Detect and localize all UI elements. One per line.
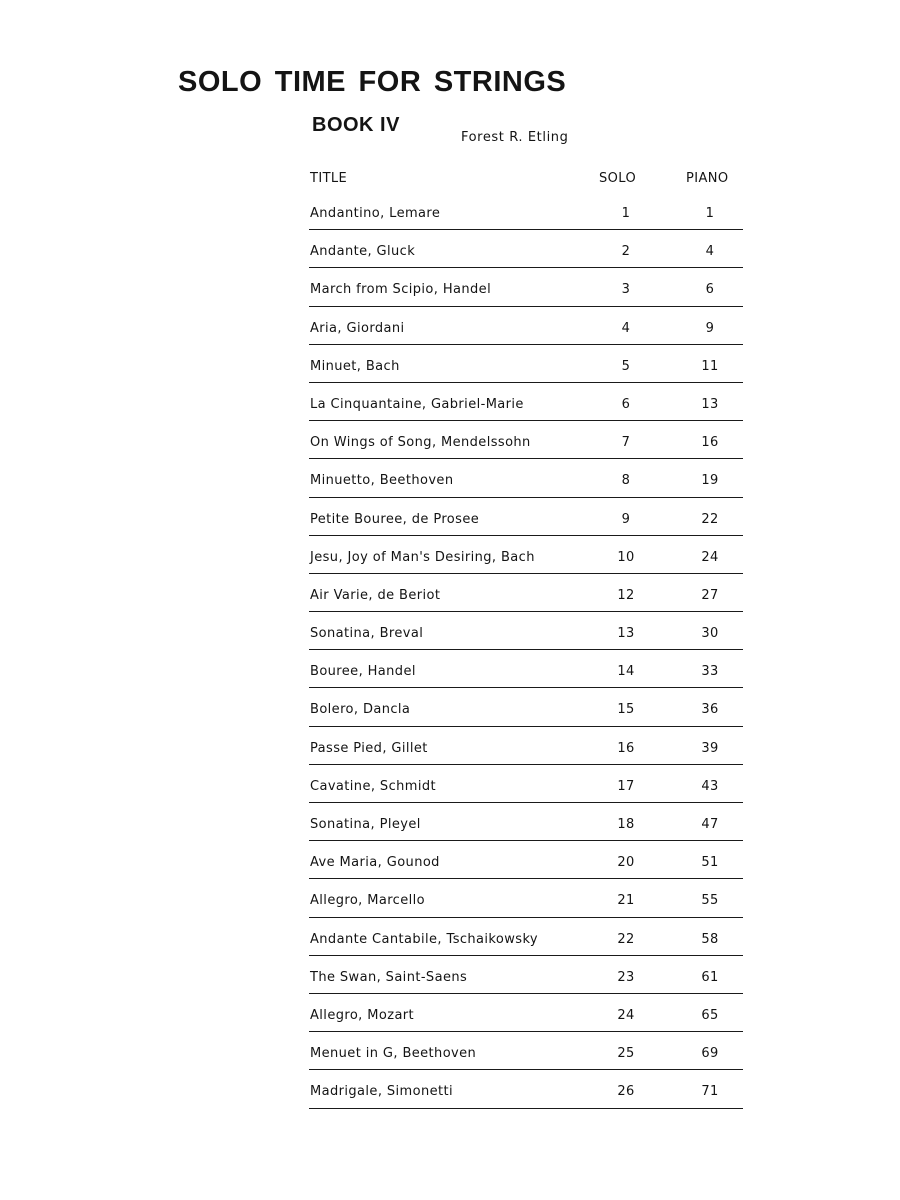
table-header <box>309 168 743 198</box>
table-row <box>309 510 743 548</box>
row-piano-page: 22 <box>701 511 719 527</box>
row-piano-page: 13 <box>701 396 719 412</box>
row-solo-page: 3 <box>621 282 631 298</box>
row-solo-page: 6 <box>621 396 631 412</box>
row-solo-page: 2 <box>621 244 631 260</box>
table-row <box>309 1044 743 1082</box>
row-solo-page: 14 <box>617 664 635 680</box>
row-piano-page: 19 <box>701 473 719 489</box>
row-title: Allegro, Marcello <box>310 893 426 909</box>
row-piano-page: 30 <box>701 626 719 642</box>
row-piano-page: 6 <box>705 282 715 298</box>
row-piano-page: 27 <box>701 587 719 603</box>
table-row <box>309 433 743 471</box>
row-solo-page: 15 <box>617 702 635 718</box>
row-solo-page: 21 <box>617 893 635 909</box>
row-title: Andante, Gluck <box>310 244 416 260</box>
row-title: Menuet in G, Beethoven <box>310 1046 477 1062</box>
table-row <box>309 1006 743 1044</box>
table-row <box>309 662 743 700</box>
row-piano-page: 9 <box>705 320 715 336</box>
table-row <box>309 242 743 280</box>
column-header-solo: SOLO <box>599 171 637 186</box>
row-solo-page: 25 <box>617 1046 635 1062</box>
row-title: Andante Cantabile, Tschaikowsky <box>310 931 539 947</box>
table-row <box>309 357 743 395</box>
row-piano-page: 69 <box>701 1046 719 1062</box>
table-row <box>309 891 743 929</box>
table-body <box>309 204 743 1121</box>
row-solo-page: 17 <box>617 778 635 794</box>
row-solo-page: 1 <box>621 206 631 221</box>
book-title: BOOK IV <box>312 114 400 136</box>
row-solo-page: 12 <box>617 587 635 603</box>
row-solo-page: 7 <box>621 435 631 451</box>
row-piano-page: 55 <box>701 893 719 909</box>
row-solo-page: 24 <box>617 1007 635 1023</box>
table-row <box>309 395 743 433</box>
row-title: Sonatina, Pleyel <box>310 817 421 832</box>
row-solo-page: 16 <box>617 740 635 756</box>
row-piano-page: 51 <box>701 855 719 871</box>
row-title: Sonatina, Breval <box>310 626 424 642</box>
row-solo-page: 26 <box>617 1084 635 1100</box>
table-row <box>309 853 743 891</box>
row-piano-page: 61 <box>701 969 719 985</box>
row-piano-page: 1 <box>705 206 715 221</box>
row-title: On Wings of Song, Mendelssohn <box>310 435 531 451</box>
row-piano-page: 4 <box>705 244 715 260</box>
row-title: Ave Maria, Gounod <box>310 855 440 871</box>
row-title: March from Scipio, Handel <box>310 282 492 298</box>
author-name: Forest R. Etling <box>461 130 569 145</box>
row-piano-page: 65 <box>701 1007 719 1023</box>
row-solo-page: 8 <box>621 473 631 489</box>
column-header-piano: PIANO <box>686 171 729 186</box>
table-row <box>309 815 743 853</box>
row-title: Jesu, Joy of Man's Desiring, Bach <box>310 549 535 565</box>
row-title: Petite Bouree, de Prosee <box>310 511 480 527</box>
row-title: Allegro, Mozart <box>310 1007 415 1023</box>
row-title: Minuet, Bach <box>310 358 400 374</box>
main-title: SOLO TIME FOR STRINGS <box>178 66 567 98</box>
row-solo-page: 20 <box>617 855 635 871</box>
row-piano-page: 43 <box>701 778 719 794</box>
table-row <box>309 586 743 624</box>
row-piano-page: 58 <box>701 931 719 947</box>
row-solo-page: 23 <box>617 969 635 985</box>
table-row <box>309 700 743 738</box>
contents-table <box>309 168 743 1121</box>
row-title: Andantino, Lemare <box>310 206 441 221</box>
row-piano-page: 33 <box>701 664 719 680</box>
row-piano-page: 39 <box>701 740 719 756</box>
table-row <box>309 968 743 1006</box>
row-solo-page: 4 <box>621 320 631 336</box>
row-title: La Cinquantaine, Gabriel-Marie <box>310 396 524 412</box>
column-header-title: TITLE <box>310 171 348 186</box>
row-solo-page: 13 <box>617 626 635 642</box>
row-solo-page: 22 <box>617 931 635 947</box>
table-row <box>309 777 743 815</box>
table-row <box>309 930 743 968</box>
table-row <box>309 624 743 662</box>
row-title: The Swan, Saint-Saens <box>310 969 468 985</box>
row-title: Air Varie, de Beriot <box>310 587 441 603</box>
row-title: Cavatine, Schmidt <box>310 778 436 794</box>
row-piano-page: 71 <box>701 1084 719 1100</box>
row-title: Bouree, Handel <box>310 664 416 680</box>
row-piano-page: 36 <box>701 702 719 718</box>
row-piano-page: 16 <box>701 435 719 451</box>
row-piano-page: 24 <box>701 549 719 565</box>
table-row <box>309 739 743 777</box>
row-solo-page: 5 <box>621 358 631 374</box>
table-row <box>309 1082 743 1120</box>
row-title: Minuetto, Beethoven <box>310 473 454 489</box>
row-solo-page: 18 <box>617 817 635 832</box>
row-title: Passe Pied, Gillet <box>310 740 428 756</box>
row-title: Aria, Giordani <box>310 320 405 336</box>
row-piano-page: 11 <box>701 358 719 374</box>
row-title: Madrigale, Simonetti <box>310 1084 454 1100</box>
row-solo-page: 10 <box>617 549 635 565</box>
table-row <box>309 319 743 357</box>
table-row <box>309 280 743 318</box>
row-title: Bolero, Dancla <box>310 702 411 718</box>
row-piano-page: 47 <box>701 817 719 832</box>
row-solo-page: 9 <box>621 511 631 527</box>
table-row <box>309 548 743 586</box>
table-row <box>309 471 743 509</box>
table-row <box>309 204 743 242</box>
